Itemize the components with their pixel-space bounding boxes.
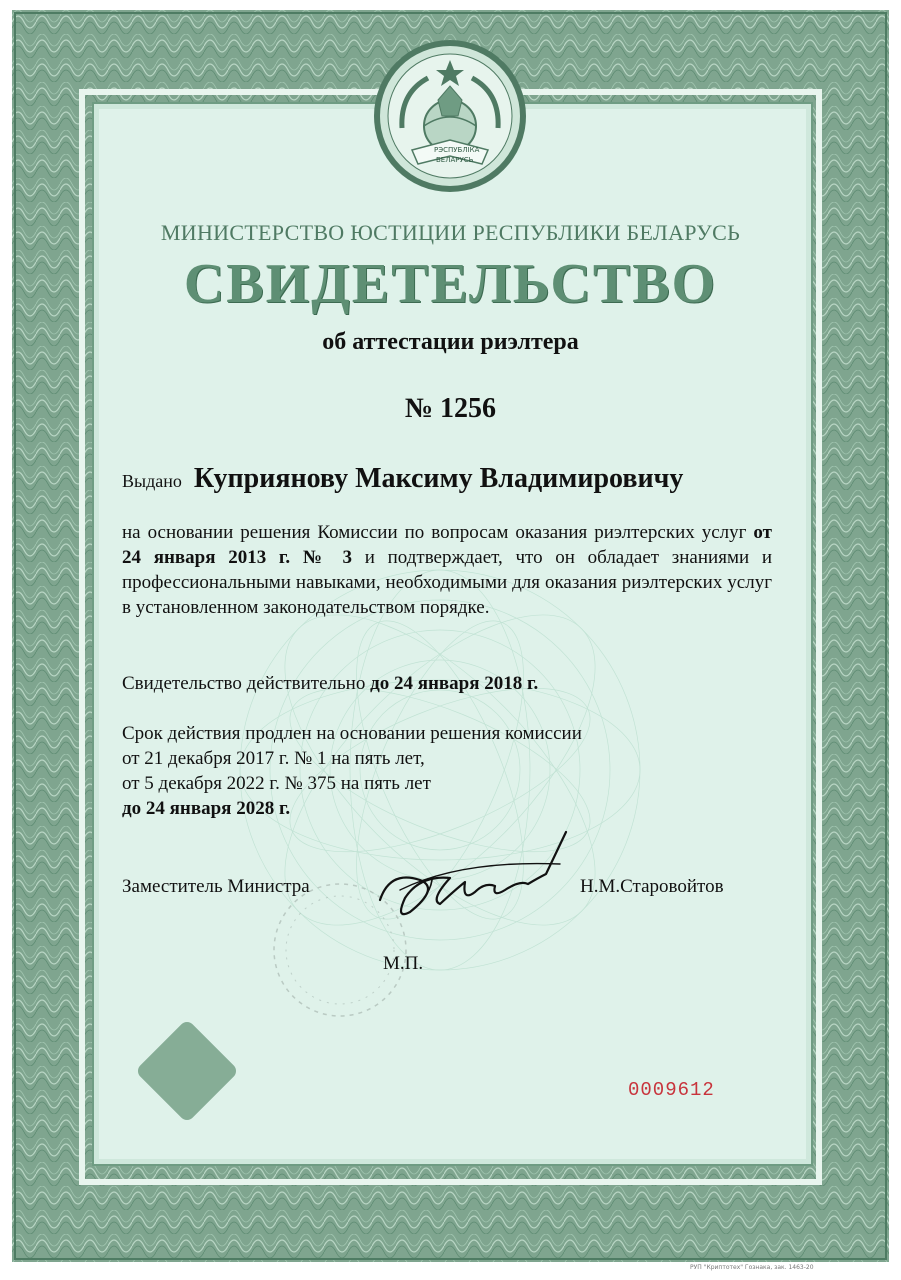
coat-of-arms-icon	[372, 38, 528, 194]
signatory-name: Н.М.Старовойтов	[580, 876, 724, 897]
extension-line-3: от 5 декабря 2022 г. № 375 на пять лет	[122, 773, 431, 794]
issued-label: Выдано	[122, 471, 182, 491]
document-subtitle: об аттестации риэлтера	[322, 329, 579, 355]
signature-icon	[370, 820, 580, 930]
basis-text-1: на основании решения Комиссии по вопросам оказания риэлтерских услуг	[122, 522, 754, 543]
signatory-position: Заместитель Министра	[122, 876, 310, 897]
certificate-number: № 1256	[404, 393, 497, 424]
basis-text-2: и подтверждает, что он обладает знаниями и профессиональными навыками, необходимыми для оказания риэлтерских услуг в установленном законодательством порядке.	[122, 547, 772, 618]
holder-name: Куприянову Максиму Владимировичу	[193, 463, 684, 494]
printer-mark: РУП "Криптотех" Гознака, зак. 1463-20	[690, 1264, 814, 1271]
seal-place-label: М.П.	[383, 953, 424, 974]
emblem-ribbon-text-2: БЕЛАРУСЬ	[436, 156, 474, 164]
extension-block	[122, 721, 582, 821]
document-title: СВИДЕТЕЛЬСТВО	[183, 253, 718, 315]
validity-line	[122, 673, 538, 695]
ministry-name: МИНИСТЕРСТВО ЮСТИЦИИ РЕСПУБЛИКИ БЕЛАРУСЬ	[160, 220, 741, 245]
emblem-ribbon-text-1: РЭСПУБЛІКА	[434, 146, 480, 154]
validity-text: Свидетельство действительно	[122, 673, 371, 694]
validity-date: до 24 января 2018 г.	[370, 673, 539, 694]
extension-line-1: Срок действия продлен на основании решения комиссии	[122, 723, 582, 744]
extension-line-4: до 24 января 2028 г.	[122, 798, 291, 819]
basis-decision: от 24 января 2013 г. № 3	[122, 522, 772, 568]
basis-paragraph	[122, 520, 772, 620]
extension-line-2: от 21 декабря 2017 г. № 1 на пять лет,	[122, 748, 425, 769]
issued-to	[122, 463, 683, 495]
serial-number: 0009612	[628, 1079, 715, 1101]
